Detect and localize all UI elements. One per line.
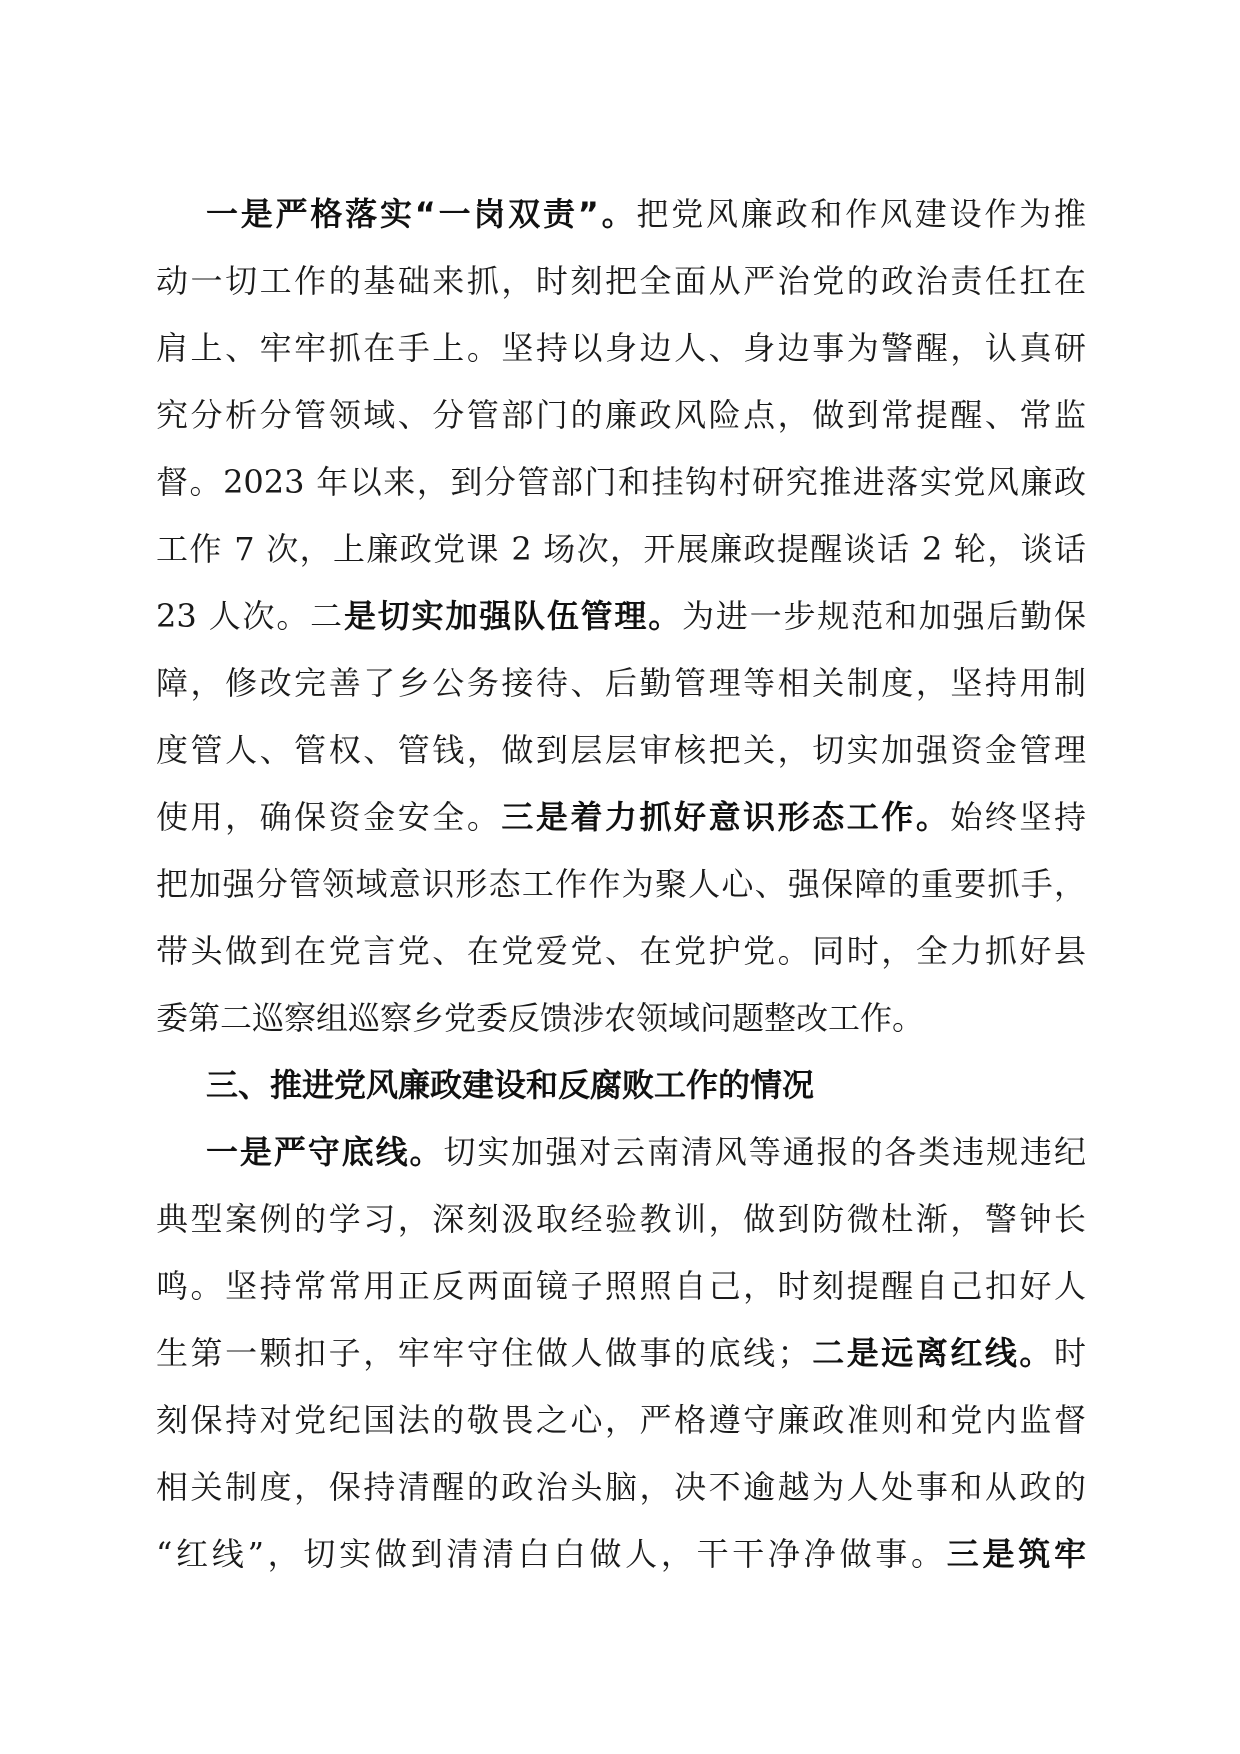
para2-line-2: 典型案例的学习，深刻汲取经验教训，做到防微杜渐，警钟长 bbox=[156, 1200, 1086, 1238]
para1-lead-2: 是切实加强队伍管理。 bbox=[343, 597, 683, 635]
para1-line-7-text-after: 为进一步规范和加强后勤保 bbox=[682, 597, 1086, 635]
para1-line-1 bbox=[156, 181, 1086, 248]
para1-line-3: 肩上、牢牢抓在手上。坚持以身边人、身边事为警醒，认真研 bbox=[156, 329, 1086, 367]
para1-lead-3: 三是着力抓好意识形态工作。 bbox=[501, 798, 951, 836]
para1-line-5: 督。2023 年以来，到分管部门和挂钩村研究推进落实党风廉政 bbox=[156, 463, 1086, 501]
para2-lead-2: 二是远离红线。 bbox=[809, 1334, 1054, 1372]
para1-line-2: 动一切工作的基础来抓，时刻把全面从严治党的政治责任扛在 bbox=[156, 262, 1086, 300]
para1-line-10-text-after: 始终坚持 bbox=[950, 798, 1086, 836]
para1-lead-1: 一是严格落实“一岗双责”。 bbox=[206, 195, 637, 233]
para1-line-1-text: 把党风廉政和作风建设作为推 bbox=[636, 195, 1086, 233]
para2-line-3: 鸣。坚持常常用正反两面镜子照照自己，时刻提醒自己扣好人 bbox=[156, 1267, 1086, 1305]
para2-line-7 bbox=[156, 1521, 1086, 1588]
para2-line-4 bbox=[156, 1320, 1086, 1387]
para2-line-4-text-after: 时 bbox=[1053, 1334, 1086, 1372]
para1-line-10 bbox=[156, 784, 1086, 851]
document-body bbox=[156, 181, 1086, 1588]
para1-line-9: 度管人、管权、管钱，做到层层审核把关，切实加强资金管理 bbox=[156, 731, 1086, 769]
para1-line-10-text-before: 使用，确保资金安全。 bbox=[156, 798, 502, 836]
section-heading: 三、推进党风廉政建设和反腐败工作的情况 bbox=[206, 1066, 815, 1104]
para1-line-13: 委第二巡察组巡察乡党委反馈涉农领域问题整改工作。 bbox=[156, 999, 925, 1037]
para2-line-7-text-before: “红线”，切实做到清清白白做人，干干净净做事。 bbox=[156, 1535, 947, 1573]
para1-line-6: 工作 7 次，上廉政党课 2 场次，开展廉政提醒谈话 2 轮，谈话 bbox=[156, 530, 1086, 568]
para2-line-1 bbox=[156, 1119, 1086, 1186]
para2-lead-3: 三是筑牢 bbox=[946, 1535, 1086, 1573]
para2-line-1-text: 切实加强对云南清风等通报的各类违规违纪 bbox=[443, 1133, 1086, 1171]
para1-line-12: 带头做到在党言党、在党爱党、在党护党。同时，全力抓好县 bbox=[156, 932, 1086, 970]
para2-line-4-text-before: 生第一颗扣子，牢牢守住做人做事的底线； bbox=[156, 1334, 810, 1372]
para1-line-7-text-before: 23 人次。二 bbox=[156, 597, 344, 635]
para1-line-11: 把加强分管领域意识形态工作作为聚人心、强保障的重要抓手， bbox=[156, 865, 1086, 903]
para1-line-4: 究分析分管领域、分管部门的廉政风险点，做到常提醒、常监 bbox=[156, 396, 1086, 434]
para1-line-8: 障，修改完善了乡公务接待、后勤管理等相关制度，坚持用制 bbox=[156, 664, 1086, 702]
para2-line-5: 刻保持对党纪国法的敬畏之心，严格遵守廉政准则和党内监督 bbox=[156, 1401, 1086, 1439]
para1-line-7 bbox=[156, 583, 1086, 650]
para2-line-6: 相关制度，保持清醒的政治头脑，决不逾越为人处事和从政的 bbox=[156, 1468, 1086, 1506]
para2-lead-1: 一是严守底线。 bbox=[206, 1133, 444, 1171]
